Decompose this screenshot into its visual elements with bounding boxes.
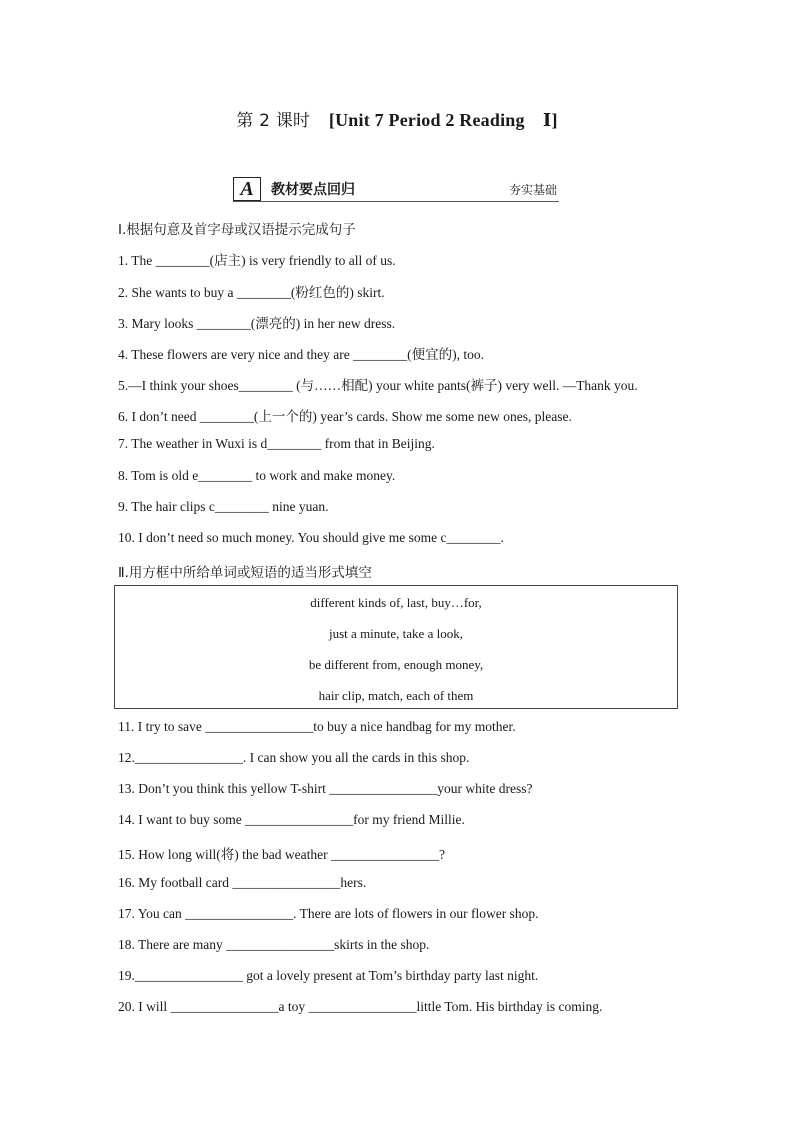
question-9: 9. The hair clips c________ nine yuan. bbox=[118, 499, 329, 514]
question-14: 14. I want to buy some ________________for my friend Millie. bbox=[118, 812, 465, 827]
question-15: 15. How long will(将) the bad weather ________________? bbox=[118, 847, 445, 862]
section-1-heading: Ⅰ.根据句意及首字母或汉语提示完成句子 bbox=[118, 222, 356, 238]
word-box-line: be different from, enough money, bbox=[308, 657, 484, 672]
question-6: 6. I don’t need ________(上一个的) year’s cards. Show me some new ones, please. bbox=[118, 409, 572, 424]
question-18: 18. There are many ________________skirts in the shop. bbox=[118, 937, 430, 952]
question-16: 16. My football card ________________hers. bbox=[118, 875, 367, 890]
title-chinese: 第 2 课时 bbox=[236, 111, 311, 131]
page-title bbox=[0, 106, 794, 132]
question-19: 19.________________ got a lovely present at Tom’s birthday party last night. bbox=[118, 968, 539, 983]
section-banner bbox=[233, 177, 559, 202]
question-10: 10. I don’t need so much money. You should give me some c________. bbox=[118, 530, 504, 545]
word-box-line: hair clip, match, each of them bbox=[318, 688, 474, 703]
question-2: 2. She wants to buy a ________(粉红色的) skirt. bbox=[118, 285, 385, 300]
question-17: 17. You can ________________. There are lots of flowers in our flower shop. bbox=[118, 906, 539, 921]
question-7: 7. The weather in Wuxi is d________ from that in Beijing. bbox=[118, 436, 435, 451]
title-english: [Unit 7 Period 2 Reading Ⅰ] bbox=[328, 110, 558, 130]
question-20: 20. I will ________________a toy ________________little Tom. His birthday is coming. bbox=[118, 999, 603, 1014]
question-8: 8. Tom is old e________ to work and make money. bbox=[118, 468, 396, 483]
question-1: 1. The ________(店主) is very friendly to all of us. bbox=[118, 253, 396, 268]
word-box bbox=[114, 585, 678, 709]
banner-title: 教材要点回归 bbox=[271, 182, 355, 198]
question-11: 11. I try to save ________________to buy a nice handbag for my mother. bbox=[118, 719, 516, 734]
question-12: 12.________________. I can show you all the cards in this shop. bbox=[118, 750, 470, 765]
question-5: 5.—I think your shoes________ (与……相配) your white pants(裤子) very well. —Thank you. bbox=[118, 378, 638, 393]
question-13: 13. Don’t you think this yellow T-shirt ________________your white dress? bbox=[118, 781, 533, 796]
banner-subtitle: 夯实基础 bbox=[508, 183, 557, 197]
word-box-line: different kinds of, last, buy…for, bbox=[310, 595, 482, 610]
word-box-line: just a minute, take a look, bbox=[329, 626, 463, 641]
question-3: 3. Mary looks ________(漂亮的) in her new dress. bbox=[118, 316, 396, 331]
badge-a-icon: A bbox=[233, 177, 261, 201]
section-2-heading: Ⅱ.用方框中所给单词或短语的适当形式填空 bbox=[118, 565, 372, 581]
question-4: 4. These flowers are very nice and they are ________(便宜的), too. bbox=[118, 347, 485, 362]
